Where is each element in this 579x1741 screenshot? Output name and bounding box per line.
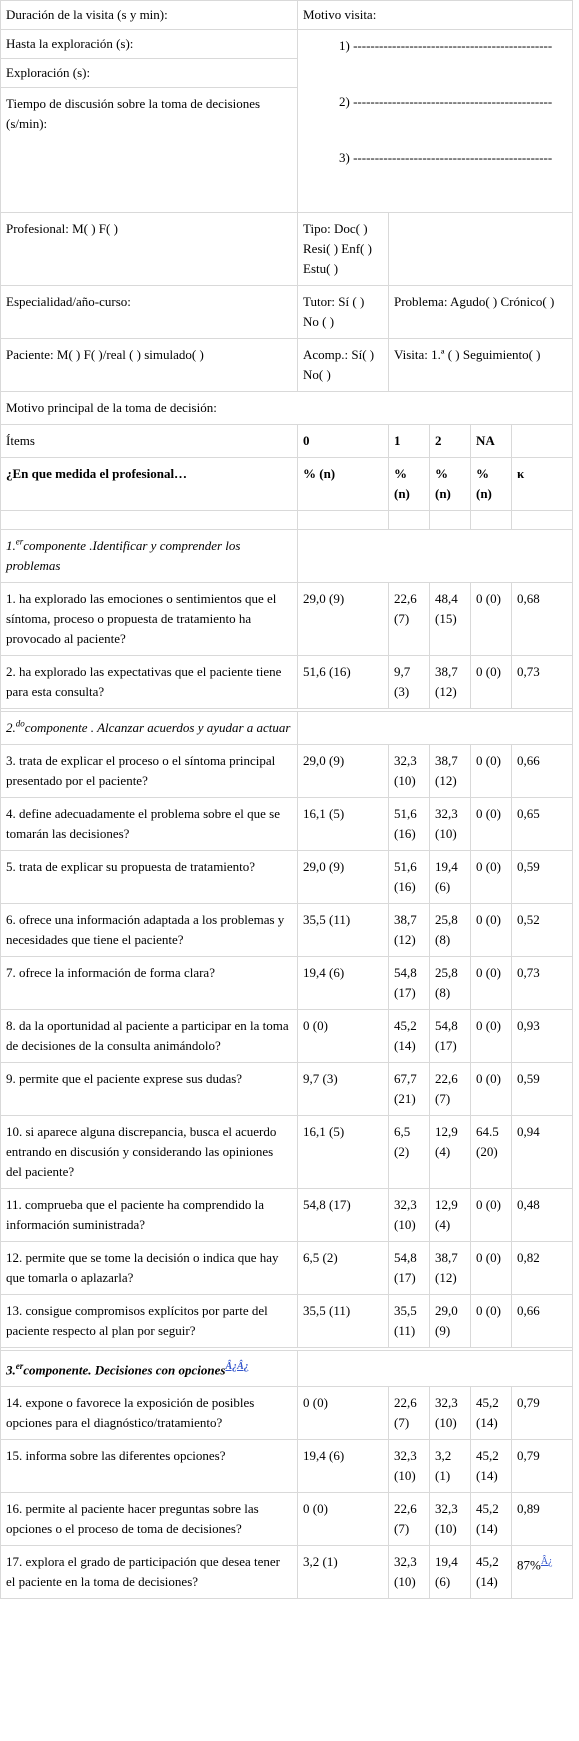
- component-label: componente .Identificar y comprender los problemas: [6, 538, 241, 573]
- value-1-text: 54,8 (17): [394, 965, 417, 1000]
- component-sup: er: [15, 1361, 24, 1371]
- value-0-text: 54,8 (17): [303, 1197, 351, 1212]
- paciente-label: Paciente: M( ) F( )/real ( ) simulado( ): [1, 339, 298, 392]
- value-na: [471, 745, 512, 798]
- item-text: [1, 904, 298, 957]
- encoding-artifact-link[interactable]: Â¿: [540, 1556, 553, 1568]
- value-1-text: 22,6 (7): [394, 1395, 417, 1431]
- col-2-header: 2: [430, 425, 471, 458]
- value-1-text: 38,7 (12): [394, 912, 417, 947]
- value-0: [298, 656, 389, 709]
- value-1: [389, 851, 430, 904]
- value-2: [430, 1493, 471, 1546]
- value-2: [430, 1546, 471, 1599]
- kappa-value-text: 0,65: [517, 806, 540, 821]
- empty-cell: [298, 712, 573, 745]
- acomp-label: Acomp.: Sí( ) No( ): [298, 339, 389, 392]
- value-1-text: 45,2 (14): [394, 1018, 417, 1053]
- kappa-value-text: 0,93: [517, 1018, 540, 1033]
- value-0: [298, 1010, 389, 1063]
- value-0-text: 16,1 (5): [303, 806, 345, 821]
- value-2-text: 32,3 (10): [435, 1501, 458, 1537]
- value-1-text: 22,6 (7): [394, 1501, 417, 1537]
- value-na-text: 0 (0): [476, 912, 501, 927]
- value-na: [471, 1493, 512, 1546]
- value-1: [389, 1063, 430, 1116]
- empty-cell: [298, 511, 389, 530]
- value-2-text: 38,7 (12): [435, 753, 458, 788]
- value-0: [298, 1063, 389, 1116]
- value-2: [430, 583, 471, 656]
- item-text: [1, 1116, 298, 1189]
- value-2-text: 3,2 (1): [435, 1448, 452, 1484]
- table-row: [1, 1295, 573, 1348]
- kappa-value-text: 0,73: [517, 664, 540, 679]
- value-0: [298, 1546, 389, 1599]
- header-row-motivo-principal: [1, 392, 573, 425]
- value-1: [389, 1546, 430, 1599]
- value-0-text: 35,5 (11): [303, 1303, 351, 1318]
- value-2: [430, 1010, 471, 1063]
- value-0-text: 19,4 (6): [303, 1448, 345, 1464]
- motivo-principal-label: Motivo principal de la toma de decisión:: [1, 392, 573, 425]
- table-row: [1, 1010, 573, 1063]
- item-text: [1, 745, 298, 798]
- value-na: [471, 656, 512, 709]
- kappa-value-text: 0,66: [517, 1303, 540, 1318]
- kappa-value-text: 0,79: [517, 1448, 540, 1464]
- value-na-text: 0 (0): [476, 753, 501, 768]
- value-0-text: 51,6 (16): [303, 664, 351, 679]
- value-2: [430, 798, 471, 851]
- item-text: [1, 851, 298, 904]
- component-row: [1, 712, 573, 745]
- table-row: [1, 798, 573, 851]
- component-title: [1, 712, 298, 745]
- item-text: [1, 957, 298, 1010]
- value-1: [389, 583, 430, 656]
- kappa-value-text: 0,94: [517, 1124, 540, 1139]
- value-na: [471, 1116, 512, 1189]
- kappa-value-text: 0,89: [517, 1501, 540, 1517]
- value-na: [471, 904, 512, 957]
- empty-cell: [512, 511, 573, 530]
- table-row: [1, 745, 573, 798]
- value-0-text: 0 (0): [303, 1395, 328, 1411]
- component-title: [1, 1351, 298, 1387]
- item-text: [1, 1242, 298, 1295]
- value-2-text: 32,3 (10): [435, 1395, 458, 1431]
- value-na-text: 45,2 (14): [476, 1448, 499, 1484]
- value-na: [471, 1387, 512, 1440]
- value-2-text: 25,8 (8): [435, 965, 458, 1000]
- col-na-header: NA: [471, 425, 512, 458]
- kappa-value-text: 0,59: [517, 859, 540, 874]
- value-2: [430, 904, 471, 957]
- table-row: [1, 1387, 573, 1440]
- kappa-value: [512, 798, 573, 851]
- kappa-value: [512, 1440, 573, 1493]
- exploracion-label: Exploración (s):: [1, 59, 298, 88]
- value-2: [430, 745, 471, 798]
- pct-2-header: % (n): [430, 458, 471, 511]
- value-1-text: 22,6 (7): [394, 591, 417, 626]
- value-na-text: 0 (0): [476, 806, 501, 821]
- kappa-value: [512, 904, 573, 957]
- component-title: [1, 530, 298, 583]
- kappa-value: [512, 957, 573, 1010]
- value-0-text: 6,5 (2): [303, 1250, 338, 1265]
- kappa-value-text: 0,82: [517, 1250, 540, 1265]
- value-0: [298, 957, 389, 1010]
- column-subheader-row: [1, 458, 573, 511]
- pct-0-header: % (n): [298, 458, 389, 511]
- value-1: [389, 1295, 430, 1348]
- value-na: [471, 957, 512, 1010]
- items-header: Ítems: [1, 425, 298, 458]
- item-text-text: 2. ha explorado las expectativas que el paciente tiene para esta consulta?: [6, 664, 282, 699]
- value-0: [298, 583, 389, 656]
- item-text-text: 13. consigue compromisos explícitos por parte del paciente respecto al plan por seguir?: [6, 1303, 268, 1338]
- component-label: componente. Decisiones con opciones: [23, 1362, 226, 1378]
- header-row-paciente: [1, 339, 573, 392]
- value-0-text: 29,0 (9): [303, 753, 345, 768]
- value-1: [389, 1116, 430, 1189]
- value-na-text: 0 (0): [476, 1071, 501, 1086]
- value-1: [389, 1010, 430, 1063]
- value-1-text: 32,3 (10): [394, 753, 417, 788]
- especialidad-label: Especialidad/año-curso:: [1, 286, 298, 339]
- kappa-value-text: 0,79: [517, 1395, 540, 1411]
- duracion-label: Duración de la visita (s y min):: [1, 1, 298, 30]
- item-text-text: 5. trata de explicar su propuesta de tratamiento?: [6, 859, 256, 874]
- header-row-hasta: [1, 30, 573, 59]
- value-0: [298, 1242, 389, 1295]
- item-text: [1, 1063, 298, 1116]
- value-1: [389, 1493, 430, 1546]
- tipo-label: Tipo: Doc( ) Resi( ) Enf( ) Estu( ): [298, 213, 389, 286]
- table-row: [1, 1440, 573, 1493]
- empty-cell: [389, 511, 430, 530]
- value-2: [430, 851, 471, 904]
- value-na: [471, 583, 512, 656]
- value-0-text: 19,4 (6): [303, 965, 345, 980]
- value-1-text: 51,6 (16): [394, 806, 417, 841]
- kappa-value-text: 0,48: [517, 1197, 540, 1212]
- value-1: [389, 904, 430, 957]
- kappa-value: [512, 656, 573, 709]
- items-body: [1, 511, 573, 1599]
- value-2-text: 12,9 (4): [435, 1197, 458, 1232]
- kappa-value: [512, 1546, 573, 1599]
- value-na-text: 45,2 (14): [476, 1501, 499, 1537]
- value-na: [471, 1063, 512, 1116]
- kappa-value-text: 0,68: [517, 591, 540, 606]
- value-0-text: 29,0 (9): [303, 859, 345, 874]
- item-text: [1, 1010, 298, 1063]
- value-1-text: 35,5 (11): [394, 1303, 417, 1338]
- kappa-value: [512, 1295, 573, 1348]
- value-1: [389, 1387, 430, 1440]
- table-row: [1, 957, 573, 1010]
- question-header: ¿En que medida el profesional…: [1, 458, 298, 511]
- item-text: [1, 1546, 298, 1599]
- item-text-text: 4. define adecuadamente el problema sobre el que se tomarán las decisiones?: [6, 806, 280, 841]
- value-1-text: 32,3 (10): [394, 1448, 417, 1484]
- value-2: [430, 1440, 471, 1493]
- empty-cell: [298, 1351, 573, 1387]
- component-ordinal: 3.: [6, 1362, 16, 1378]
- value-0: [298, 1189, 389, 1242]
- value-0: [298, 1116, 389, 1189]
- value-2-text: 32,3 (10): [435, 806, 458, 841]
- item-text: [1, 798, 298, 851]
- kappa-value-text: 0,66: [517, 753, 540, 768]
- kappa-value: [512, 1242, 573, 1295]
- table-row: [1, 583, 573, 656]
- item-text-text: 11. comprueba que el paciente ha comprendido la información suministrada?: [6, 1197, 264, 1232]
- value-na: [471, 1546, 512, 1599]
- value-0: [298, 1387, 389, 1440]
- visita-label: Visita: 1.ª ( ) Seguimiento( ): [389, 339, 573, 392]
- item-text: [1, 1387, 298, 1440]
- value-1-text: 54,8 (17): [394, 1250, 417, 1285]
- value-2-text: 12,9 (4): [435, 1124, 458, 1159]
- value-na-text: 0 (0): [476, 859, 501, 874]
- value-0-text: 9,7 (3): [303, 1071, 338, 1086]
- value-0: [298, 1440, 389, 1493]
- value-1-text: 6,5 (2): [394, 1124, 411, 1159]
- value-0-text: 35,5 (11): [303, 912, 351, 927]
- spacer-row: [1, 511, 573, 530]
- kappa-value: [512, 1063, 573, 1116]
- value-2-text: 48,4 (15): [435, 591, 458, 626]
- value-1: [389, 1242, 430, 1295]
- empty-cell: [471, 511, 512, 530]
- motivo-3: 3) ----------------------------------------------: [339, 150, 553, 165]
- item-text: [1, 1295, 298, 1348]
- value-na-text: 0 (0): [476, 1197, 501, 1212]
- value-na: [471, 1242, 512, 1295]
- value-0: [298, 904, 389, 957]
- motivo-2: 2) ----------------------------------------------: [339, 94, 553, 109]
- value-0-text: 16,1 (5): [303, 1124, 345, 1139]
- value-1: [389, 1440, 430, 1493]
- empty-cell: [298, 530, 573, 583]
- kappa-value: [512, 1189, 573, 1242]
- value-1: [389, 798, 430, 851]
- item-text-text: 1. ha explorado las emociones o sentimientos que el síntoma, proceso o propuesta de tratamiento ha provocado al paciente?: [6, 591, 277, 646]
- value-2-text: 19,4 (6): [435, 1554, 458, 1590]
- kappa-value-text: 0,59: [517, 1071, 540, 1086]
- kappa-header: κ: [512, 458, 573, 511]
- value-1-text: 67,7 (21): [394, 1071, 417, 1106]
- header-row-duracion: [1, 1, 573, 30]
- value-na: [471, 798, 512, 851]
- encoding-artifact-link[interactable]: Â¿Â¿: [225, 1361, 249, 1372]
- value-0-text: 29,0 (9): [303, 591, 345, 606]
- table-row: [1, 851, 573, 904]
- kappa-value-text: 0,73: [517, 965, 540, 980]
- kappa-value: [512, 745, 573, 798]
- value-2: [430, 957, 471, 1010]
- pct-na-header: % (n): [471, 458, 512, 511]
- value-2: [430, 656, 471, 709]
- header-row-especialidad: [1, 286, 573, 339]
- value-1: [389, 957, 430, 1010]
- component-ordinal: 2.: [6, 720, 16, 735]
- column-header-row: [1, 425, 573, 458]
- value-na: [471, 1295, 512, 1348]
- table-row: [1, 1116, 573, 1189]
- tutor-label: Tutor: Sí ( ) No ( ): [298, 286, 389, 339]
- kappa-value: [512, 851, 573, 904]
- value-0: [298, 1493, 389, 1546]
- value-na: [471, 1189, 512, 1242]
- value-2: [430, 1387, 471, 1440]
- value-1-text: 9,7 (3): [394, 664, 411, 699]
- value-na-text: 0 (0): [476, 1018, 501, 1033]
- item-text: [1, 1493, 298, 1546]
- item-text-text: 17. explora el grado de participación que desea tener el paciente en la toma de decisiones?: [6, 1554, 280, 1590]
- item-text-text: 7. ofrece la información de forma clara?: [6, 965, 215, 980]
- value-0-text: 3,2 (1): [303, 1554, 338, 1570]
- component-row: [1, 530, 573, 583]
- value-1: [389, 1189, 430, 1242]
- profesional-label: Profesional: M( ) F( ): [1, 213, 298, 286]
- value-0: [298, 745, 389, 798]
- item-text-text: 8. da la oportunidad al paciente a participar en la toma de decisiones de la consulta animándolo?: [6, 1018, 289, 1053]
- item-text-text: 6. ofrece una información adaptada a los problemas y necesidades que tiene el paciente?: [6, 912, 285, 947]
- component-sup: er: [15, 536, 24, 547]
- component-ordinal: 1.: [6, 538, 16, 553]
- component-sup: do: [15, 718, 25, 729]
- pct-1-header: % (n): [389, 458, 430, 511]
- value-0-text: 0 (0): [303, 1501, 328, 1517]
- value-na-text: 0 (0): [476, 591, 501, 606]
- value-na: [471, 1440, 512, 1493]
- value-na-text: 64.5 (20): [476, 1124, 499, 1159]
- value-0-text: 0 (0): [303, 1018, 328, 1033]
- hasta-exploracion-label: Hasta la exploración (s):: [1, 30, 298, 59]
- component-label: componente . Alcanzar acuerdos y ayudar a actuar: [24, 720, 291, 735]
- motivos-list: [298, 30, 573, 213]
- table-row: [1, 1189, 573, 1242]
- value-na-text: 0 (0): [476, 664, 501, 679]
- table-row: [1, 904, 573, 957]
- value-1: [389, 745, 430, 798]
- item-text-text: 10. si aparece alguna discrepancia, busca el acuerdo entrando en discusión y considerando las opiniones del paciente?: [6, 1124, 277, 1179]
- kappa-value: [512, 1010, 573, 1063]
- value-2: [430, 1116, 471, 1189]
- value-2: [430, 1242, 471, 1295]
- header-row-profesional: [1, 213, 573, 286]
- value-2-text: 25,8 (8): [435, 912, 458, 947]
- kappa-value-text: 0,52: [517, 912, 540, 927]
- problema-label: Problema: Agudo( ) Crónico( ): [389, 286, 573, 339]
- item-text-text: 3. trata de explicar el proceso o el síntoma principal presentado por el paciente?: [6, 753, 276, 788]
- value-2: [430, 1063, 471, 1116]
- item-text-text: 12. permite que se tome la decisión o indica que hay que tomarla o aplazarla?: [6, 1250, 279, 1285]
- item-text: [1, 1440, 298, 1493]
- table-row: [1, 1493, 573, 1546]
- value-na-text: 0 (0): [476, 1303, 501, 1318]
- motivo-visita-label: Motivo visita:: [298, 1, 573, 30]
- value-1-text: 51,6 (16): [394, 859, 417, 894]
- component-row: [1, 1351, 573, 1387]
- table-row: [1, 1242, 573, 1295]
- item-text-text: 16. permite al paciente hacer preguntas sobre las opciones o el proceso de toma de decisiones?: [6, 1501, 259, 1537]
- value-na: [471, 851, 512, 904]
- value-2-text: 38,7 (12): [435, 1250, 458, 1285]
- value-2: [430, 1189, 471, 1242]
- item-text: [1, 1189, 298, 1242]
- kappa-value: [512, 1387, 573, 1440]
- value-0: [298, 851, 389, 904]
- kappa-value: [512, 583, 573, 656]
- item-text: [1, 583, 298, 656]
- value-na-text: 45,2 (14): [476, 1554, 499, 1590]
- kappa-value: [512, 1493, 573, 1546]
- table-row: [1, 1546, 573, 1599]
- value-2-text: 19,4 (6): [435, 859, 458, 894]
- value-na: [471, 1010, 512, 1063]
- item-text-text: 9. permite que el paciente exprese sus dudas?: [6, 1071, 243, 1086]
- empty-cell: [512, 425, 573, 458]
- item-text: [1, 656, 298, 709]
- empty-cell: [430, 511, 471, 530]
- value-na-text: 0 (0): [476, 1250, 501, 1265]
- motivo-1: 1) ----------------------------------------------: [339, 38, 553, 53]
- item-text-text: 15. informa sobre las diferentes opciones?: [6, 1448, 226, 1464]
- value-2-text: 22,6 (7): [435, 1071, 458, 1106]
- col-0-header: 0: [298, 425, 389, 458]
- value-2: [430, 1295, 471, 1348]
- value-1: [389, 656, 430, 709]
- kappa-value-text: 87%: [517, 1557, 541, 1573]
- value-1-text: 32,3 (10): [394, 1197, 417, 1232]
- col-1-header: 1: [389, 425, 430, 458]
- kappa-value: [512, 1116, 573, 1189]
- table-row: [1, 656, 573, 709]
- value-1-text: 32,3 (10): [394, 1554, 417, 1590]
- value-2-text: 29,0 (9): [435, 1303, 458, 1338]
- empty-cell: [1, 511, 298, 530]
- empty-cell: [389, 213, 573, 286]
- tiempo-discusion-label: Tiempo de discusión sobre la toma de decisiones (s/min):: [1, 88, 298, 213]
- value-0: [298, 1295, 389, 1348]
- value-0: [298, 798, 389, 851]
- value-na-text: 45,2 (14): [476, 1395, 499, 1431]
- table-row: [1, 1063, 573, 1116]
- value-na-text: 0 (0): [476, 965, 501, 980]
- item-text-text: 14. expone o favorece la exposición de posibles opciones para el diagnóstico/tratamiento?: [6, 1395, 255, 1431]
- value-2-text: 54,8 (17): [435, 1018, 458, 1053]
- value-2-text: 38,7 (12): [435, 664, 458, 699]
